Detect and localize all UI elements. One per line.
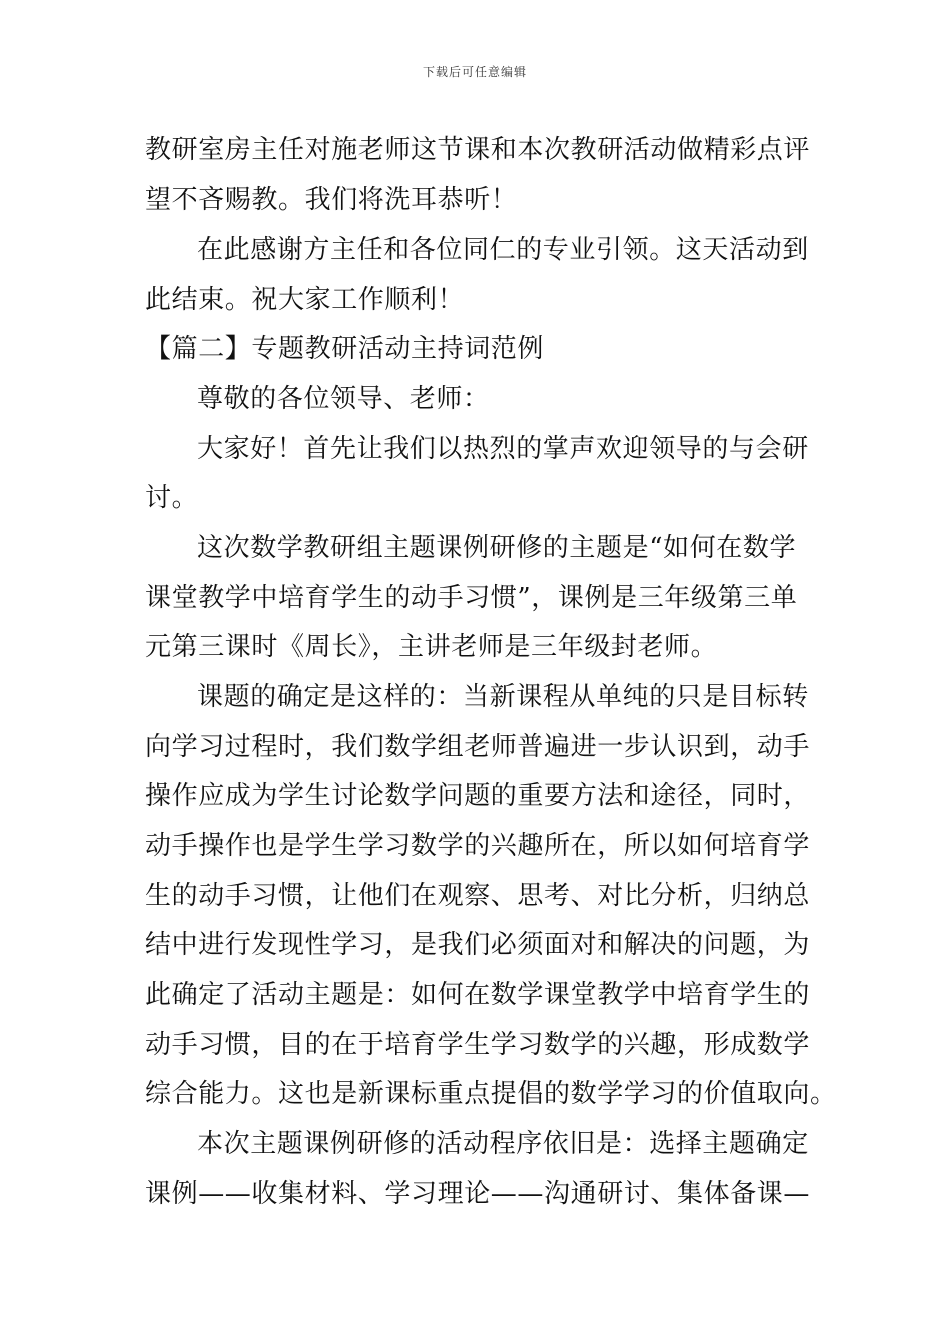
text-line: 本次主题课例研修的活动程序依旧是：选择主题确定 <box>197 1129 809 1159</box>
section-heading: 【篇二】专题教研活动主持词范例 <box>145 334 545 364</box>
text-line: 课例——收集材料、学习理论——沟通研讨、集体备课— <box>145 1179 811 1209</box>
text-line: 在此感谢方主任和各位同仁的专业引领。这天活动到 <box>197 235 809 265</box>
text-line: 尊敬的各位领导、老师： <box>197 384 490 414</box>
text-line: 综合能力。这也是新课标重点提倡的数学学习的价值取向。 <box>145 1079 837 1109</box>
text-line: 大家好！首先让我们以热烈的掌声欢迎领导的与会研 <box>197 434 809 464</box>
text-line: 操作应成为学生讨论数学问题的重要方法和途径，同时， <box>145 781 811 811</box>
text-line: 结中进行发现性学习，是我们必须面对和解决的问题，为 <box>145 930 811 960</box>
text-line: 动手操作也是学生学习数学的兴趣所在，所以如何培育学 <box>145 831 811 861</box>
text-line: 向学习过程时，我们数学组老师普遍进一步认识到，动手 <box>145 732 811 762</box>
text-line: 此确定了活动主题是：如何在数学课堂教学中培育学生的 <box>145 980 811 1010</box>
text-line: 教研室房主任对施老师这节课和本次教研活动做精彩点评 <box>145 135 811 165</box>
text-line: 生的动手习惯，让他们在观察、思考、对比分析，归纳总 <box>145 881 811 911</box>
text-line: 元第三课时《周长》，主讲老师是三年级封老师。 <box>145 632 718 662</box>
text-line: 课堂教学中培育学生的动手习惯”，课例是三年级第三单 <box>145 583 798 613</box>
header-note: 下载后可任意编辑 <box>422 65 527 79</box>
text-line: 望不吝赐教。我们将洗耳恭听！ <box>145 185 518 215</box>
text-line: 讨。 <box>145 483 199 513</box>
text-line: 此结束。祝大家工作顺利！ <box>145 285 465 315</box>
text-line: 这次数学教研组主题课例研修的主题是“如何在数学 <box>197 533 797 563</box>
text-line: 动手习惯，目的在于培育学生学习数学的兴趣，形成数学 <box>145 1030 811 1060</box>
text-line: 课题的确定是这样的：当新课程从单纯的只是目标转 <box>197 682 809 712</box>
